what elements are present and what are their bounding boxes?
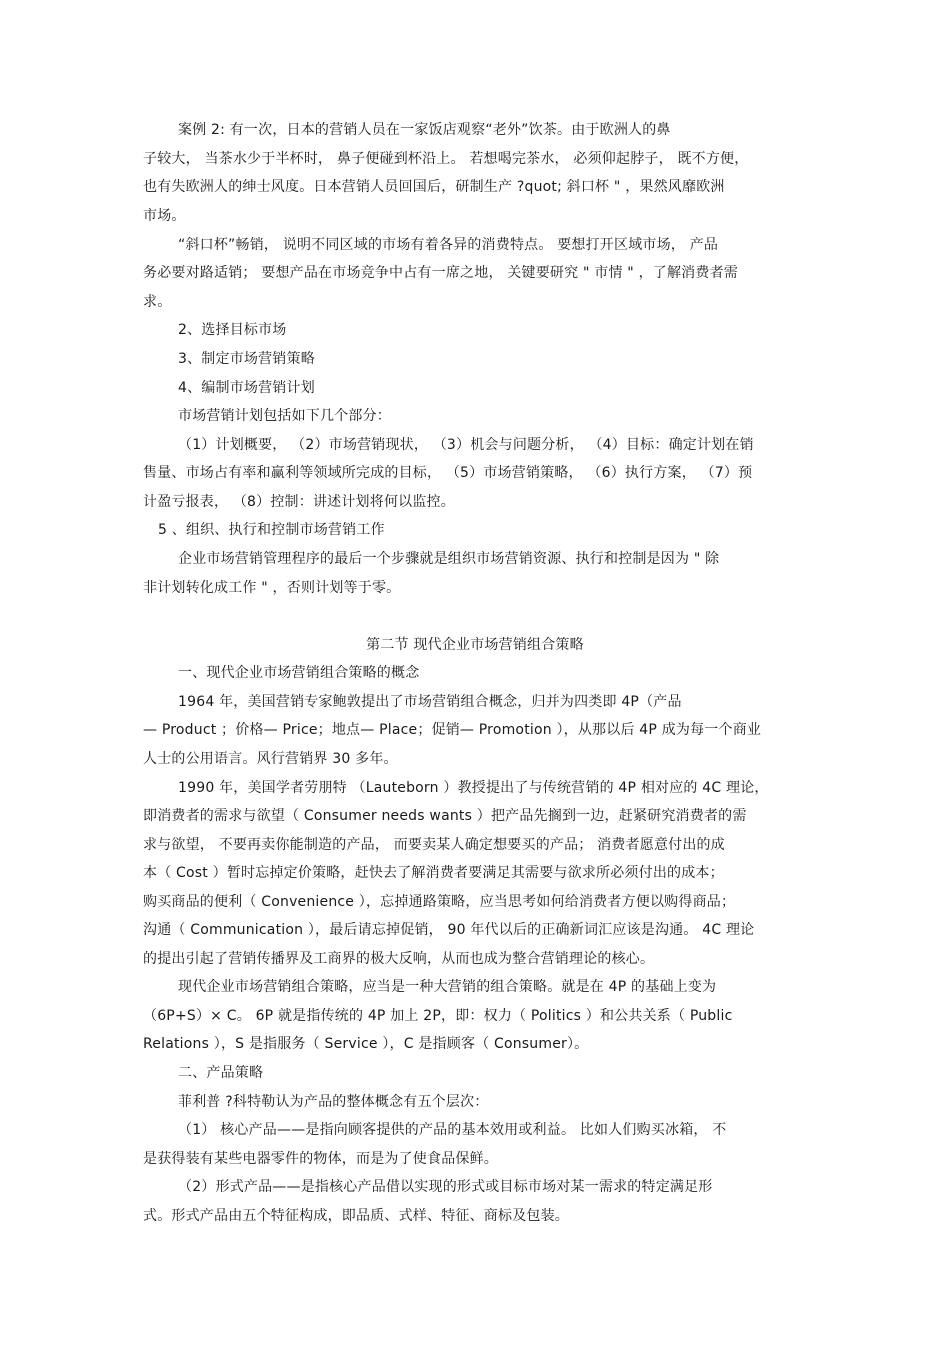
text-line: 企业市场营销管理程序的最后一个步骤就是组织市场营销资源、执行和控制是因为 " 除 — [178, 551, 720, 567]
text-line: 是获得装有某些电器零件的物体，而是为了使食品保鲜。 — [143, 1151, 498, 1167]
list-item: 3、制定市场营销策略 — [178, 351, 315, 367]
text-line: 即消费者的需求与欲望（ Consumer needs wants ）把产品先搁到一边，赶紧研究消费者的需 — [143, 808, 747, 824]
text-line: 案例 2: 有一次，日本的营销人员在一家饭店观察“老外”饮茶。由于欧洲人的鼻 — [178, 122, 671, 138]
text-line: （1） 核心产品——是指向顾客提供的产品的基本效用或利益。 比如人们购买冰箱， 不 — [178, 1122, 727, 1138]
text-line: （1）计划概要， （2）市场营销现状， （3）机会与问题分析， （4）目标：确定计划在销 — [178, 437, 754, 453]
text-line: “斜口杯”畅销， 说明不同区域的市场有着各异的消费特点。 要想打开区域市场， 产品 — [178, 237, 719, 253]
text-line: 市场。 — [143, 208, 186, 224]
text-line: 子较大， 当茶水少于半杯时， 鼻子便碰到杯沿上。 若想喝完茶水， 必须仰起脖子， 既不方便， — [143, 151, 749, 167]
text-line: 求与欲望， 不要再卖你能制造的产品， 而要卖某人确定想要买的产品； 消费者愿意付出的成 — [143, 837, 725, 853]
text-line: 非计划转化成工作 " ，否则计划等于零。 — [143, 580, 401, 596]
subsection-heading: 二、产品策略 — [178, 1065, 264, 1081]
text-line: 人士的公用语言。风行营销界 30 多年。 — [143, 751, 398, 767]
text-line: 务必要对路适销； 要想产品在市场竞争中占有一席之地， 关键要研究 " 市情 " ，了解消费者需 — [143, 265, 738, 281]
text-line: 市场营销计划包括如下几个部分： — [178, 408, 391, 424]
text-line: 的提出引起了营销传播界及工商界的极大反响，从而也成为整合营销理论的核心。 — [143, 951, 655, 967]
text-line: 求。 — [143, 294, 172, 310]
subsection-heading: 一、现代企业市场营销组合策略的概念 — [178, 665, 420, 681]
text-line: — Product ；价格— Price；地点— Place；促销— Promotion ），从那以后 4P 成为每一个商业 — [143, 722, 762, 738]
text-line: 计盈亏报表， （8）控制：讲述计划将何以监控。 — [143, 494, 455, 510]
text-line: 本（ Cost ）暂时忘掉定价策略，赶快去了解消费者要满足其需要与欲求所必须付出的成本； — [143, 865, 724, 881]
list-item: 4、编制市场营销计划 — [178, 380, 315, 396]
text-line: 现代企业市场营销组合策略，应当是一种大营销的组合策略。就是在 4P 的基础上变为 — [178, 979, 717, 995]
text-line: Relations ），S 是指服务（ Service ），C 是指顾客（ Consumer）。 — [143, 1036, 589, 1052]
text-line: 购买商品的便利（ Convenience ），忘掉通路策略，应当思考如何给消费者方便以购得商品； — [143, 894, 736, 910]
text-line: 沟通（ Communication ），最后请忘掉促销， 90 年代以后的正确新词汇应该是沟通。 4C 理论 — [143, 922, 755, 938]
text-line: 式。形式产品由五个特征构成，即品质、式样、特征、商标及包装。 — [143, 1208, 569, 1224]
text-line: 1990 年，美国学者劳朋特 （Lauteborn ）教授提出了与传统营销的 4P 相对应的 4C 理论， — [178, 780, 769, 796]
text-line: 1964 年，美国营销专家鲍敦提出了市场营销组合概念，归并为四类即 4P（产品 — [178, 694, 682, 710]
text-line: （6P+S）× C。 6P 就是指传统的 4P 加上 2P，即：权力（ Politics ）和公共关系（ Public — [143, 1008, 733, 1024]
text-line: 也有失欧洲人的绅士风度。日本营销人员回国后，研制生产 ?quot; 斜口杯 " ，果然风靡欧洲 — [143, 179, 725, 195]
section-title: 第二节 现代企业市场营销组合策略 — [366, 637, 584, 653]
list-item: 5 、组织、执行和控制市场营销工作 — [158, 522, 385, 538]
text-line: （2）形式产品——是指核心产品借以实现的形式或目标市场对某一需求的特定满足形 — [178, 1179, 713, 1195]
text-line: 菲利普 ?科特勒认为产品的整体概念有五个层次： — [178, 1094, 489, 1110]
text-line: 售量、市场占有率和赢利等领域所完成的目标， （5）市场营销策略， （6）执行方案， （7）预 — [143, 465, 753, 481]
list-item: 2、选择目标市场 — [178, 322, 287, 338]
